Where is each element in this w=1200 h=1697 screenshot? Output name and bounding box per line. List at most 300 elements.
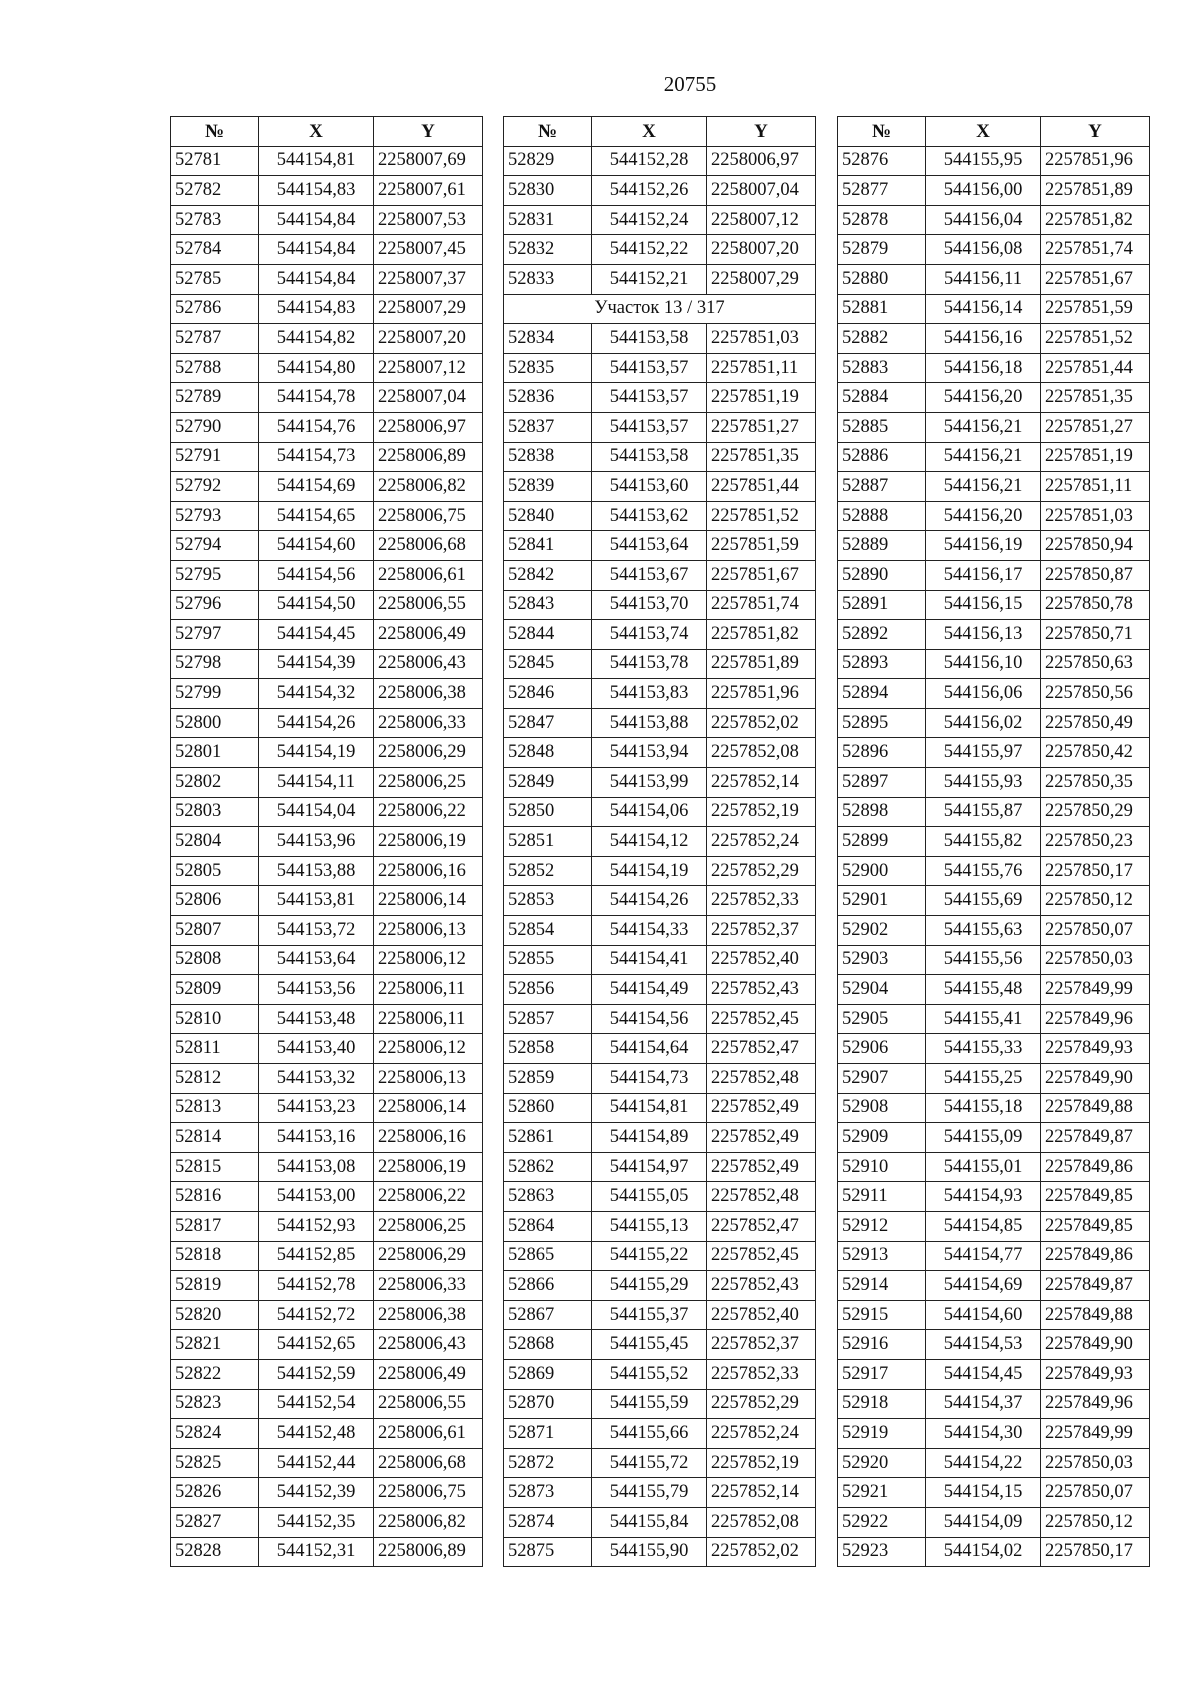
table-row (171, 1004, 483, 1034)
table-row (838, 176, 1150, 206)
x-coordinate-cell: 544155,72 (592, 1448, 707, 1478)
x-coordinate-cell: 544155,95 (926, 146, 1041, 176)
point-number-cell: 52829 (504, 146, 592, 176)
table-row (504, 501, 816, 531)
point-number-cell: 52798 (171, 649, 259, 679)
x-coordinate-cell: 544153,16 (259, 1123, 374, 1153)
x-coordinate-cell: 544153,32 (259, 1064, 374, 1094)
point-number-cell: 52851 (504, 827, 592, 857)
point-number-cell: 52845 (504, 649, 592, 679)
y-coordinate-cell: 2257852,24 (707, 827, 816, 857)
x-coordinate-cell: 544153,94 (592, 738, 707, 768)
point-number-cell: 52792 (171, 472, 259, 502)
x-coordinate-cell: 544153,58 (592, 442, 707, 472)
table-row (504, 1389, 816, 1419)
point-number-cell: 52803 (171, 797, 259, 827)
point-number-cell: 52884 (838, 383, 926, 413)
table-row (171, 620, 483, 650)
x-coordinate-cell: 544154,53 (926, 1330, 1041, 1360)
x-coordinate-cell: 544153,78 (592, 649, 707, 679)
page-number: 20755 (663, 72, 717, 96)
table-row (838, 1123, 1150, 1153)
point-number-cell: 52881 (838, 294, 926, 324)
y-coordinate-cell: 2257849,93 (1041, 1034, 1150, 1064)
point-number-cell: 52789 (171, 383, 259, 413)
table-row (171, 264, 483, 294)
x-coordinate-cell: 544153,99 (592, 768, 707, 798)
point-number-cell: 52887 (838, 472, 926, 502)
y-coordinate-cell: 2258006,68 (374, 1448, 483, 1478)
table-row (171, 590, 483, 620)
point-number-cell: 52893 (838, 649, 926, 679)
table-row (171, 176, 483, 206)
table-row (838, 1507, 1150, 1537)
y-coordinate-cell: 2258006,61 (374, 1419, 483, 1449)
x-coordinate-cell: 544156,21 (926, 442, 1041, 472)
y-coordinate-cell: 2258007,61 (374, 176, 483, 206)
x-coordinate-cell: 544155,18 (926, 1093, 1041, 1123)
y-coordinate-cell: 2257849,86 (1041, 1241, 1150, 1271)
table-row (838, 1330, 1150, 1360)
table-row (504, 1152, 816, 1182)
y-coordinate-cell: 2257852,37 (707, 1330, 816, 1360)
x-coordinate-cell: 544156,11 (926, 264, 1041, 294)
point-number-cell: 52832 (504, 235, 592, 265)
x-coordinate-cell: 544152,24 (592, 205, 707, 235)
point-number-cell: 52826 (171, 1478, 259, 1508)
point-number-cell: 52886 (838, 442, 926, 472)
table-row (838, 620, 1150, 650)
x-coordinate-cell: 544156,02 (926, 708, 1041, 738)
x-coordinate-cell: 544154,60 (259, 531, 374, 561)
x-coordinate-cell: 544155,45 (592, 1330, 707, 1360)
table-row (504, 1004, 816, 1034)
x-coordinate-cell: 544154,78 (259, 383, 374, 413)
x-coordinate-cell: 544154,73 (259, 442, 374, 472)
table-row (504, 797, 816, 827)
y-coordinate-cell: 2257852,40 (707, 945, 816, 975)
x-coordinate-cell: 544154,80 (259, 353, 374, 383)
point-number-cell: 52883 (838, 353, 926, 383)
x-coordinate-cell: 544156,17 (926, 560, 1041, 590)
table-row (504, 560, 816, 590)
point-number-cell: 52906 (838, 1034, 926, 1064)
y-coordinate-cell: 2258007,04 (707, 176, 816, 206)
x-coordinate-cell: 544155,37 (592, 1300, 707, 1330)
table-row (171, 1271, 483, 1301)
y-coordinate-cell: 2258006,68 (374, 531, 483, 561)
point-number-cell: 52888 (838, 501, 926, 531)
point-number-cell: 52827 (171, 1507, 259, 1537)
y-coordinate-cell: 2257850,87 (1041, 560, 1150, 590)
table-row (504, 264, 816, 294)
y-coordinate-cell: 2257851,82 (1041, 205, 1150, 235)
table-row (171, 1359, 483, 1389)
x-coordinate-cell: 544152,28 (592, 146, 707, 176)
x-coordinate-cell: 544154,26 (592, 886, 707, 916)
point-number-cell: 52896 (838, 738, 926, 768)
y-coordinate-cell: 2258007,37 (374, 264, 483, 294)
x-coordinate-cell: 544154,82 (259, 324, 374, 354)
y-coordinate-cell: 2257850,56 (1041, 679, 1150, 709)
point-number-cell: 52899 (838, 827, 926, 857)
point-number-cell: 52835 (504, 353, 592, 383)
y-coordinate-cell: 2257852,40 (707, 1300, 816, 1330)
table-row (171, 768, 483, 798)
point-number-cell: 52799 (171, 679, 259, 709)
table-row (171, 945, 483, 975)
point-number-cell: 52836 (504, 383, 592, 413)
point-number-cell: 52802 (171, 768, 259, 798)
x-coordinate-cell: 544155,56 (926, 945, 1041, 975)
y-coordinate-cell: 2258007,12 (374, 353, 483, 383)
point-number-cell: 52813 (171, 1093, 259, 1123)
x-coordinate-cell: 544153,70 (592, 590, 707, 620)
table-row (838, 1478, 1150, 1508)
x-coordinate-cell: 544153,88 (259, 856, 374, 886)
point-number-cell: 52820 (171, 1300, 259, 1330)
y-coordinate-cell: 2257851,89 (1041, 176, 1150, 206)
x-coordinate-cell: 544156,20 (926, 501, 1041, 531)
table-row (838, 205, 1150, 235)
x-coordinate-cell: 544154,93 (926, 1182, 1041, 1212)
x-coordinate-cell: 544153,58 (592, 324, 707, 354)
table-row (171, 708, 483, 738)
table-row (838, 412, 1150, 442)
point-number-cell: 52877 (838, 176, 926, 206)
table-row (171, 1123, 483, 1153)
y-coordinate-cell: 2257852,02 (707, 1537, 816, 1567)
table-row (838, 975, 1150, 1005)
x-coordinate-cell: 544153,08 (259, 1152, 374, 1182)
header-y: Y (374, 117, 483, 147)
table-row (838, 1537, 1150, 1567)
x-coordinate-cell: 544154,02 (926, 1537, 1041, 1567)
x-coordinate-cell: 544154,15 (926, 1478, 1041, 1508)
y-coordinate-cell: 2258006,89 (374, 442, 483, 472)
y-coordinate-cell: 2258007,69 (374, 146, 483, 176)
x-coordinate-cell: 544153,81 (259, 886, 374, 916)
point-number-cell: 52861 (504, 1123, 592, 1153)
point-number-cell: 52853 (504, 886, 592, 916)
table-row (171, 324, 483, 354)
table-row (171, 205, 483, 235)
point-number-cell: 52807 (171, 916, 259, 946)
x-coordinate-cell: 544154,45 (926, 1359, 1041, 1389)
y-coordinate-cell: 2257852,02 (707, 708, 816, 738)
table-row (171, 1211, 483, 1241)
point-number-cell: 52786 (171, 294, 259, 324)
x-coordinate-cell: 544155,13 (592, 1211, 707, 1241)
table-row (504, 738, 816, 768)
y-coordinate-cell: 2258007,29 (707, 264, 816, 294)
point-number-cell: 52808 (171, 945, 259, 975)
x-coordinate-cell: 544154,56 (592, 1004, 707, 1034)
table-row (171, 1152, 483, 1182)
x-coordinate-cell: 544152,65 (259, 1330, 374, 1360)
table-row (504, 1300, 816, 1330)
y-coordinate-cell: 2257852,49 (707, 1123, 816, 1153)
point-number-cell: 52908 (838, 1093, 926, 1123)
table-row (171, 797, 483, 827)
point-number-cell: 52817 (171, 1211, 259, 1241)
table-row (504, 235, 816, 265)
header-num: № (171, 117, 259, 147)
y-coordinate-cell: 2258006,61 (374, 560, 483, 590)
table-row (838, 1004, 1150, 1034)
table-row (504, 945, 816, 975)
table-row (504, 768, 816, 798)
point-number-cell: 52816 (171, 1182, 259, 1212)
table-row (171, 1300, 483, 1330)
table-row (838, 738, 1150, 768)
table-row (171, 560, 483, 590)
x-coordinate-cell: 544154,50 (259, 590, 374, 620)
point-number-cell: 52917 (838, 1359, 926, 1389)
table-row (838, 383, 1150, 413)
y-coordinate-cell: 2257852,49 (707, 1093, 816, 1123)
point-number-cell: 52819 (171, 1271, 259, 1301)
table-row (171, 1241, 483, 1271)
table-row (838, 1389, 1150, 1419)
x-coordinate-cell: 544154,22 (926, 1448, 1041, 1478)
point-number-cell: 52876 (838, 146, 926, 176)
x-coordinate-cell: 544155,63 (926, 916, 1041, 946)
point-number-cell: 52914 (838, 1271, 926, 1301)
table-row (504, 827, 816, 857)
y-coordinate-cell: 2257849,88 (1041, 1300, 1150, 1330)
point-number-cell: 52856 (504, 975, 592, 1005)
point-number-cell: 52907 (838, 1064, 926, 1094)
table-row (504, 708, 816, 738)
y-coordinate-cell: 2258006,11 (374, 975, 483, 1005)
point-number-cell: 52871 (504, 1419, 592, 1449)
table-row (838, 1241, 1150, 1271)
y-coordinate-cell: 2257851,74 (707, 590, 816, 620)
table-row (504, 412, 816, 442)
table-row (504, 1064, 816, 1094)
table-row (504, 1359, 816, 1389)
table-row (838, 353, 1150, 383)
x-coordinate-cell: 544155,05 (592, 1182, 707, 1212)
table-row (504, 1507, 816, 1537)
table-row (171, 679, 483, 709)
x-coordinate-cell: 544154,41 (592, 945, 707, 975)
point-number-cell: 52800 (171, 708, 259, 738)
table-row (838, 1300, 1150, 1330)
point-number-cell: 52810 (171, 1004, 259, 1034)
x-coordinate-cell: 544152,44 (259, 1448, 374, 1478)
table-row (171, 975, 483, 1005)
table-row (171, 235, 483, 265)
x-coordinate-cell: 544154,37 (926, 1389, 1041, 1419)
y-coordinate-cell: 2258006,75 (374, 501, 483, 531)
point-number-cell: 52865 (504, 1241, 592, 1271)
y-coordinate-cell: 2257850,12 (1041, 886, 1150, 916)
y-coordinate-cell: 2257850,23 (1041, 827, 1150, 857)
table-row (838, 1152, 1150, 1182)
table-row (171, 649, 483, 679)
x-coordinate-cell: 544152,31 (259, 1537, 374, 1567)
x-coordinate-cell: 544153,57 (592, 412, 707, 442)
x-coordinate-cell: 544156,20 (926, 383, 1041, 413)
table-row (171, 1478, 483, 1508)
point-number-cell: 52824 (171, 1419, 259, 1449)
coordinates-table-3 (837, 116, 1150, 1567)
y-coordinate-cell: 2257852,14 (707, 1478, 816, 1508)
x-coordinate-cell: 544155,79 (592, 1478, 707, 1508)
y-coordinate-cell: 2258006,12 (374, 1034, 483, 1064)
table-row (838, 146, 1150, 176)
x-coordinate-cell: 544153,48 (259, 1004, 374, 1034)
table-row (838, 324, 1150, 354)
point-number-cell: 52796 (171, 590, 259, 620)
x-coordinate-cell: 544156,19 (926, 531, 1041, 561)
y-coordinate-cell: 2257852,14 (707, 768, 816, 798)
point-number-cell: 52923 (838, 1537, 926, 1567)
table-row (838, 797, 1150, 827)
y-coordinate-cell: 2258006,29 (374, 1241, 483, 1271)
table-row (171, 1330, 483, 1360)
header-x: X (926, 117, 1041, 147)
point-number-cell: 52855 (504, 945, 592, 975)
y-coordinate-cell: 2257849,88 (1041, 1093, 1150, 1123)
y-coordinate-cell: 2257850,07 (1041, 1478, 1150, 1508)
x-coordinate-cell: 544154,69 (259, 472, 374, 502)
y-coordinate-cell: 2257849,90 (1041, 1330, 1150, 1360)
section-row (504, 294, 816, 324)
point-number-cell: 52863 (504, 1182, 592, 1212)
y-coordinate-cell: 2257851,74 (1041, 235, 1150, 265)
table-row (838, 472, 1150, 502)
x-coordinate-cell: 544152,22 (592, 235, 707, 265)
header-y: Y (707, 117, 816, 147)
x-coordinate-cell: 544155,41 (926, 1004, 1041, 1034)
y-coordinate-cell: 2257852,47 (707, 1211, 816, 1241)
y-coordinate-cell: 2258007,53 (374, 205, 483, 235)
y-coordinate-cell: 2258006,11 (374, 1004, 483, 1034)
x-coordinate-cell: 544156,00 (926, 176, 1041, 206)
x-coordinate-cell: 544155,84 (592, 1507, 707, 1537)
table-row (838, 264, 1150, 294)
table-row (171, 1034, 483, 1064)
y-coordinate-cell: 2258007,20 (374, 324, 483, 354)
table-row (171, 1064, 483, 1094)
point-number-cell: 52830 (504, 176, 592, 206)
table-row (838, 886, 1150, 916)
y-coordinate-cell: 2257849,86 (1041, 1152, 1150, 1182)
y-coordinate-cell: 2257851,27 (1041, 412, 1150, 442)
y-coordinate-cell: 2258006,97 (707, 146, 816, 176)
y-coordinate-cell: 2257850,07 (1041, 916, 1150, 946)
table-row (504, 1478, 816, 1508)
y-coordinate-cell: 2258006,82 (374, 1507, 483, 1537)
x-coordinate-cell: 544154,76 (259, 412, 374, 442)
y-coordinate-cell: 2257852,49 (707, 1152, 816, 1182)
y-coordinate-cell: 2258006,14 (374, 886, 483, 916)
y-coordinate-cell: 2257850,94 (1041, 531, 1150, 561)
point-number-cell: 52889 (838, 531, 926, 561)
y-coordinate-cell: 2258006,13 (374, 916, 483, 946)
table-row (171, 146, 483, 176)
x-coordinate-cell: 544153,00 (259, 1182, 374, 1212)
x-coordinate-cell: 544154,81 (592, 1093, 707, 1123)
x-coordinate-cell: 544156,14 (926, 294, 1041, 324)
point-number-cell: 52920 (838, 1448, 926, 1478)
point-number-cell: 52912 (838, 1211, 926, 1241)
point-number-cell: 52846 (504, 679, 592, 709)
table-row (504, 1330, 816, 1360)
x-coordinate-cell: 544154,69 (926, 1271, 1041, 1301)
x-coordinate-cell: 544155,82 (926, 827, 1041, 857)
y-coordinate-cell: 2258006,29 (374, 738, 483, 768)
point-number-cell: 52811 (171, 1034, 259, 1064)
point-number-cell: 52790 (171, 412, 259, 442)
y-coordinate-cell: 2257852,08 (707, 738, 816, 768)
x-coordinate-cell: 544155,29 (592, 1271, 707, 1301)
table-row (504, 205, 816, 235)
y-coordinate-cell: 2258007,12 (707, 205, 816, 235)
y-coordinate-cell: 2257850,17 (1041, 1537, 1150, 1567)
y-coordinate-cell: 2257849,87 (1041, 1271, 1150, 1301)
x-coordinate-cell: 544153,64 (259, 945, 374, 975)
y-coordinate-cell: 2257849,99 (1041, 975, 1150, 1005)
table-row (504, 916, 816, 946)
point-number-cell: 52882 (838, 324, 926, 354)
y-coordinate-cell: 2258006,49 (374, 620, 483, 650)
point-number-cell: 52788 (171, 353, 259, 383)
x-coordinate-cell: 544155,25 (926, 1064, 1041, 1094)
y-coordinate-cell: 2257851,89 (707, 649, 816, 679)
y-coordinate-cell: 2257849,96 (1041, 1004, 1150, 1034)
y-coordinate-cell: 2258006,19 (374, 1152, 483, 1182)
table-row (171, 531, 483, 561)
y-coordinate-cell: 2257850,49 (1041, 708, 1150, 738)
point-number-cell: 52849 (504, 768, 592, 798)
y-coordinate-cell: 2258006,49 (374, 1359, 483, 1389)
point-number-cell: 52890 (838, 560, 926, 590)
table-row (838, 856, 1150, 886)
table-row (838, 708, 1150, 738)
point-number-cell: 52895 (838, 708, 926, 738)
table-row (504, 1034, 816, 1064)
table-row (504, 856, 816, 886)
table-row (838, 1034, 1150, 1064)
point-number-cell: 52785 (171, 264, 259, 294)
y-coordinate-cell: 2257850,29 (1041, 797, 1150, 827)
table-row (171, 916, 483, 946)
table-row (171, 1419, 483, 1449)
table-row (504, 886, 816, 916)
table-row (838, 679, 1150, 709)
point-number-cell: 52815 (171, 1152, 259, 1182)
x-coordinate-cell: 544155,01 (926, 1152, 1041, 1182)
y-coordinate-cell: 2258006,22 (374, 1182, 483, 1212)
point-number-cell: 52850 (504, 797, 592, 827)
point-number-cell: 52860 (504, 1093, 592, 1123)
x-coordinate-cell: 544156,18 (926, 353, 1041, 383)
table-row (171, 856, 483, 886)
table-row (504, 1211, 816, 1241)
table-row (504, 1537, 816, 1567)
x-coordinate-cell: 544154,83 (259, 176, 374, 206)
table-row (504, 1271, 816, 1301)
y-coordinate-cell: 2257850,03 (1041, 1448, 1150, 1478)
point-number-cell: 52919 (838, 1419, 926, 1449)
y-coordinate-cell: 2257850,42 (1041, 738, 1150, 768)
y-coordinate-cell: 2257849,85 (1041, 1211, 1150, 1241)
y-coordinate-cell: 2257851,96 (707, 679, 816, 709)
